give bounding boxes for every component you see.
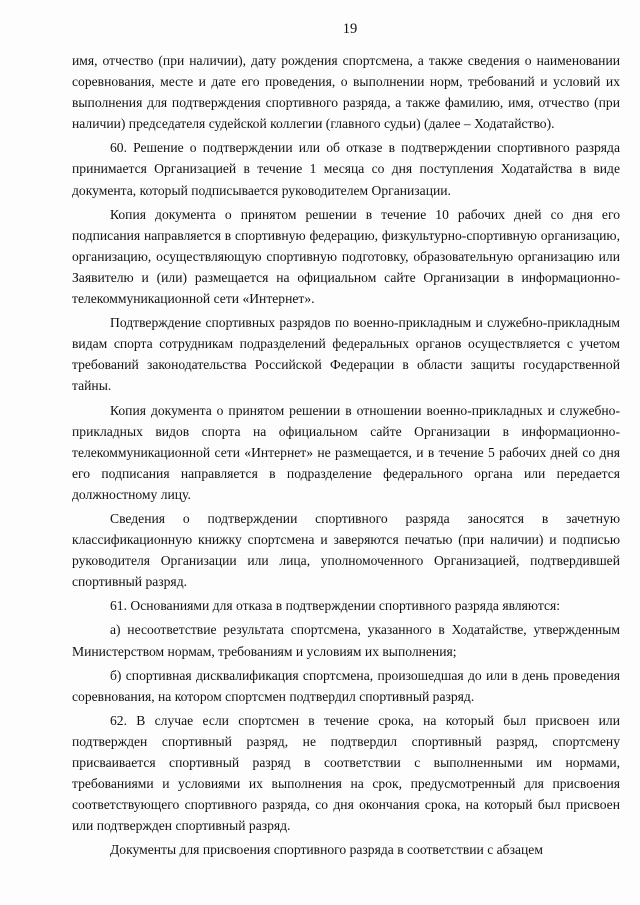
page-number: 19	[342, 21, 358, 37]
paragraph-1: имя, отчество (при наличии), дату рождения спортсмена, а также сведения о наименовании соревнования, месте и дате его проведения, о выполнении норм, требований и условий их выполнения для подтверждения спортивного разряда, а также фамилию, имя, отчество (при наличии) председателя судейской коллегии (главного судьи) (далее – Ходатайство).	[72, 53, 620, 132]
paragraph-5: Копия документа о принятом решении в отношении военно-прикладных и служебно-прикладных видов спорта на официальном сайте Организации в информационно-телекоммуникационной сети «Интернет» не размещается, и в течение 5 рабочих дней со дня его подписания направляется в подразделение федерального органа или передается должностному лицу.	[72, 402, 620, 502]
paragraph-9: б) спортивная дисквалификация спортсмена, произошедшая до или в день проведения соревнования, на котором спортсмен подтвердил спортивный разряд.	[72, 667, 620, 704]
paragraph-10: 62. В случае если спортсмен в течение срока, на который был присвоен или подтвержден спортивный разряд, не подтвердил спортивный разряд, спортсмену присваивается спортивный разряд в соответствии с выполненными им нормами, требованиями и условиями их выполнения на срок, предусмотренный для присвоения соответствующего спортивного разряда, со дня окончания срока, на который был присвоен или подтвержден спортивный разряд.	[72, 712, 620, 834]
document-body	[72, 50, 620, 860]
paragraph-11: Документы для присвоения спортивного разряда в соответствии с абзацем	[110, 842, 543, 858]
paragraph-2: 60. Решение о подтверждении или об отказе в подтверждении спортивного разряда принимается Организацией в течение 1 месяца со дня поступления Ходатайства в виде документа, который подписывается руководителем Организации.	[72, 140, 620, 198]
paragraph-8: а) несоответствие результата спортсмена, указанного в Ходатайстве, утвержденным Министерством нормам, требованиям и условиям их выполнения;	[72, 622, 620, 659]
paragraph-6: Сведения о подтверждении спортивного разряда заносятся в зачетную классификационную книжку спортсмена и заверяются печатью (при наличии) и подписью руководителя Организации или лица, уполномоченного Организацией, подтвердившей спортивный разряд.	[72, 510, 620, 590]
paragraph-3: Копия документа о принятом решении в течение 10 рабочих дней со дня его подписания направляется в спортивную федерацию, физкультурно-спортивную организацию, организацию, осуществляющую спортивную подготовку, образовательную организацию или Заявителю и (или) размещается на официальном сайте Организации в информационно-телекоммуникационной сети «Интернет».	[72, 206, 620, 307]
paragraph-7: 61. Основаниями для отказа в подтверждении спортивного разряда являются:	[110, 598, 561, 614]
paragraph-4: Подтверждение спортивных разрядов по военно-прикладным и служебно-прикладным видам спорта сотрудникам подразделений федеральных органов осуществляется с учетом требований законодательства Российской Федерации в области защиты государственной тайны.	[72, 315, 620, 394]
